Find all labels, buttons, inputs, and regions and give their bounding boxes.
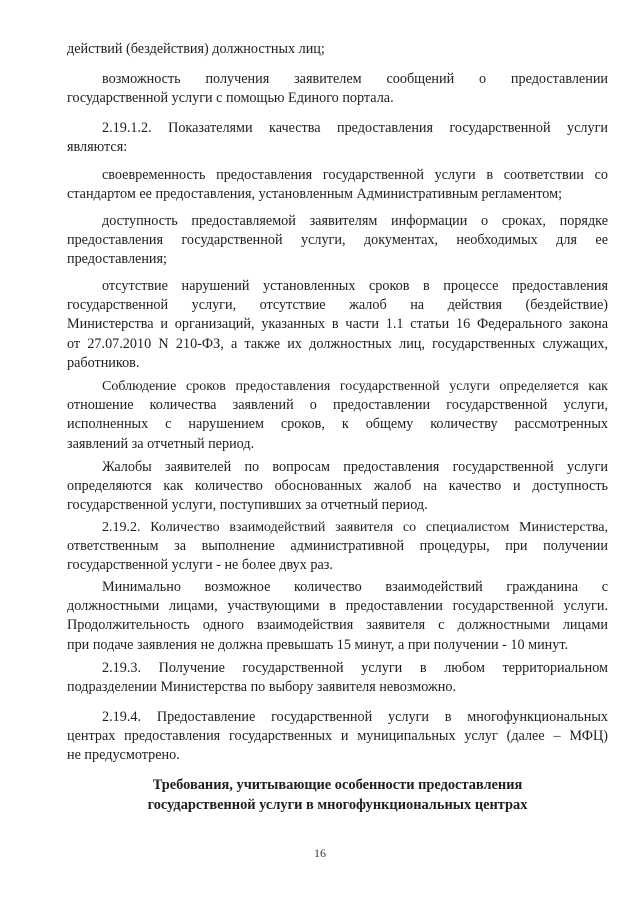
paragraph-line: предоставления государственной услуги, документах, необходимых для ее: [67, 232, 608, 249]
paragraph-line: центрах предоставления государственных и муниципальных услуг (далее – МФЦ): [67, 728, 608, 745]
paragraph-line: государственной услуги - не более двух раз.: [67, 557, 333, 574]
paragraph-5: [67, 212, 608, 270]
paragraph-line: 2.19.2. Количество взаимодействий заявителя со специалистом Министерства,: [102, 520, 608, 535]
paragraph-line: государственной услуги, отсутствие жалоб на действия (бездействие): [67, 297, 608, 314]
paragraph-4: [67, 166, 608, 204]
paragraph-line: отношение количества заявлений о предоставлении государственной услуги,: [67, 397, 608, 414]
paragraph-10: [67, 578, 608, 655]
paragraph-line: 2.19.1.2. Показателями качества предоставления государственной услуги: [102, 120, 608, 136]
paragraph-line: 2.19.3. Получение государственной услуги в любом территориальном: [102, 660, 608, 676]
paragraph-line: работников.: [67, 354, 140, 371]
paragraph-line: доступность предоставляемой заявителям информации о сроках, порядке: [102, 213, 608, 229]
paragraph-line: предоставления;: [67, 251, 167, 268]
paragraph-11: [67, 659, 608, 697]
heading-line: Требования, учитывающие особенности предоставления: [152, 777, 523, 793]
paragraph-line: государственной услуги с помощью Единого портала.: [67, 90, 394, 107]
paragraph-2: [67, 70, 608, 108]
paragraph-line: являются:: [67, 139, 128, 156]
paragraph-line: подразделении Министерства по выбору заявителя невозможно.: [67, 679, 457, 696]
paragraph-7: [67, 377, 608, 454]
paragraph-line: исполненных с нарушением сроков, к общему количеству рассмотренных: [67, 416, 608, 433]
paragraph-12: [67, 708, 608, 766]
section-heading: [67, 776, 608, 815]
heading-line: государственной услуги в многофункциональных центрах: [147, 796, 528, 813]
paragraph-line: Минимально возможное количество взаимодействий гражданина с: [102, 579, 608, 595]
paragraph-line: 2.19.4. Предоставление государственной услуги в многофункциональных: [102, 709, 608, 725]
paragraph-6: [67, 277, 608, 373]
paragraph-line: от 27.07.2010 N 210-ФЗ, а также их должностных лиц, государственных служащих,: [67, 335, 608, 352]
paragraph-line: заявлений за отчетный период.: [67, 435, 255, 452]
paragraph-line: своевременность предоставления государственной услуги в соответствии со: [102, 167, 608, 183]
paragraph-line: Соблюдение сроков предоставления государственной услуги определяется как: [102, 379, 608, 394]
paragraph-line: ответственным за выполнение административной процедуры, при получении: [67, 538, 608, 555]
paragraph-line: Жалобы заявителей по вопросам предоставления государственной услуги: [102, 459, 608, 475]
paragraph-line: возможность получения заявителем сообщений о предоставлении: [102, 71, 608, 87]
paragraph-line: определяются как количество обоснованных жалоб на качество и доступность: [67, 478, 608, 495]
paragraph-line: отсутствие нарушений установленных сроков в процессе предоставления: [102, 278, 608, 294]
paragraph-3: [67, 119, 608, 157]
paragraph-line: при подаче заявления не должна превышать 15 минут, а при получении - 10 минут.: [67, 636, 569, 653]
paragraph-line: государственной услуги, поступивших за отчетный период.: [67, 497, 428, 514]
paragraph-line: стандартом ее предоставления, установленным Административным регламентом;: [67, 186, 563, 203]
paragraph-line: не предусмотрено.: [67, 747, 180, 764]
page-number: 16: [314, 846, 326, 860]
paragraph-line: должностными лицами, участвующими в предоставлении государственной услуги.: [67, 598, 608, 615]
paragraph-line: Продолжительность одного взаимодействия заявителя с должностными лицами: [67, 617, 608, 634]
paragraph-8: [67, 458, 608, 516]
paragraph-line: действий (бездействия) должностных лиц;: [67, 41, 325, 57]
paragraph-9: [67, 518, 608, 576]
paragraph-line: Министерства и организаций, указанных в части 1.1 статьи 16 Федерального закона: [67, 316, 608, 333]
paragraph-1: [67, 40, 608, 59]
